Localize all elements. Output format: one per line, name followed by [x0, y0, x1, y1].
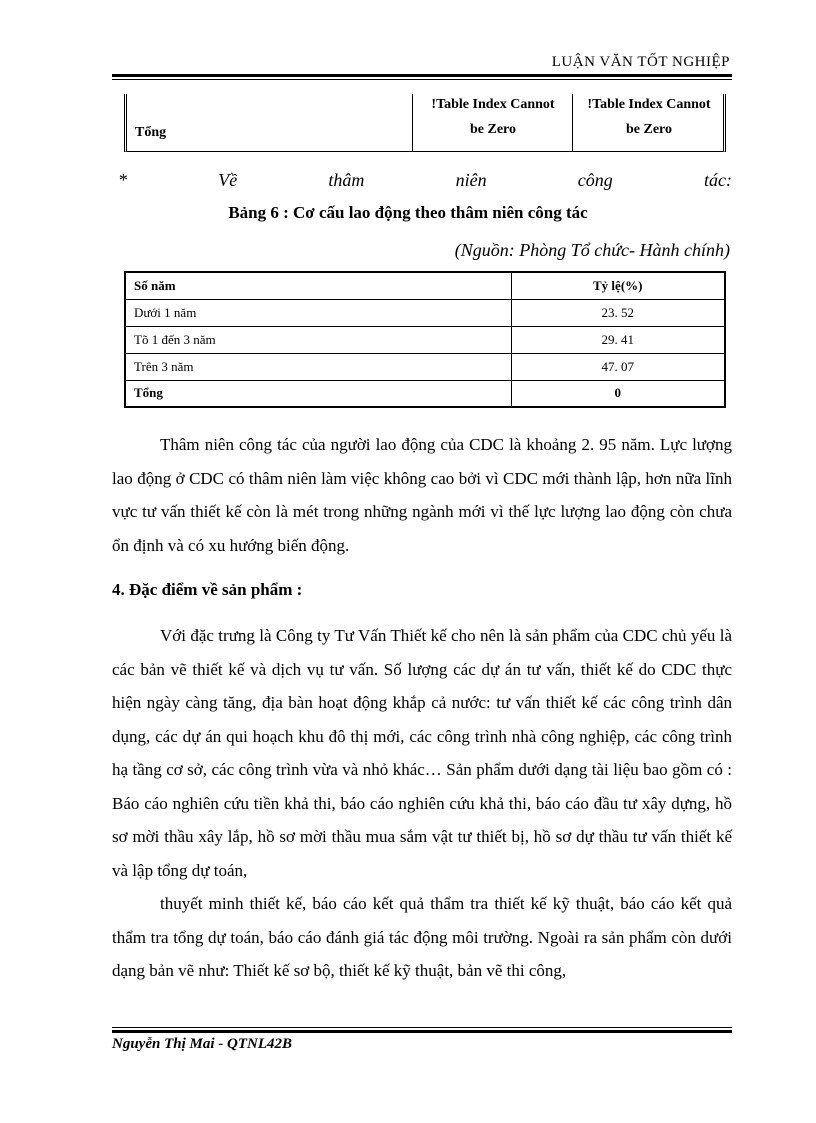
table-caption: Bảng 6 : Cơ cấu lao động theo thâm niên công tác — [228, 203, 588, 222]
total-value-2-line-2: be Zero — [625, 122, 672, 137]
row-ratio: 47. 07 — [511, 353, 725, 380]
total-value-cell-2 — [572, 94, 725, 151]
row-ratio: 23. 52 — [511, 299, 725, 326]
total-value-1-line-2: be Zero — [469, 122, 516, 137]
table-row — [125, 353, 725, 380]
header-rule-thin — [112, 79, 732, 80]
footer-rule-thin — [112, 1027, 732, 1028]
page-header-title: LUẬN VĂN TỐT NGHIỆP — [551, 54, 730, 70]
paragraph-text: thuyết minh thiết kế, báo cáo kết quả thẩm tra thiết kế kỹ thuật, báo cáo kết quả thẩm tra tổng dự toán, báo cáo đánh giá tác động môi trường. Ngoài ra sản phẩm còn dưới dạng bản vẽ như: Thiết kế sơ bộ, thiết kế kỹ thuật, bản vẽ thi công, — [112, 894, 732, 980]
seniority-paragraph — [112, 428, 732, 562]
paragraph-text: Thâm niên công tác của người lao động của CDC là khoảng 2. 95 năm. Lực lượng lao động ở CDC có thâm niên làm việc không cao bởi vì CDC mới thành lập, hơn nữa lĩnh vực tư vấn thiết kế còn là mét trong những ngành mới vì thế lực lượng lao động còn chưa ổn định và có xu hướng biến động. — [112, 435, 732, 555]
row-years: Tõ 1 đến 3 năm — [125, 326, 511, 353]
table-row — [125, 326, 725, 353]
footer-author: Nguyễn Thị Mai - QTNL42B — [112, 1036, 292, 1052]
header-ratio: Tỷ lệ(%) — [511, 272, 725, 299]
total-value-2-line-1: !Table Index Cannot — [587, 97, 711, 112]
previous-table-total-row — [124, 94, 726, 152]
total-value-1-line-1: !Table Index Cannot — [431, 97, 555, 112]
subheading-word: Về — [218, 170, 238, 190]
subheading-word: niên — [455, 170, 487, 190]
paragraph-text: Với đặc trưng là Công ty Tư Vấn Thiết kế cho nên là sản phẩm của CDC chủ yếu là các bản vẽ thiết kế và dịch vụ tư vấn. Số lượng các dự án tư vấn, thiết kế do CDC thực hiện ngày càng tăng, địa bàn hoạt động khắp cả nước: tư vấn thiết kế các công trình dân dụng, các dự án qui hoạch khu đô thị mới, các công trình nhà công nghiệp, các công trình hạ tầng cơ sở, các công trình vừa và nhỏ khác… Sản phẩm dưới dạng tài liệu bao gồm có : Báo cáo nghiên cứu tiền khả thi, báo cáo nghiên cứu khả thi, báo cáo đầu tư xây dựng, hồ sơ mời thầu xây lắp, hồ sơ mời thầu mua sắm vật tư thiết bị, hồ sơ dự thầu tư vấn thiết kế và lập tổng dự toán, — [112, 626, 732, 880]
table-header-row — [125, 272, 725, 299]
subheading-word: công — [577, 170, 613, 190]
subheading-word: thâm — [328, 170, 365, 190]
subheading-word: tác: — [704, 170, 732, 190]
section-heading: 4. Đặc điểm về sản phẩm : — [112, 580, 303, 599]
total-value-cell-1 — [412, 94, 573, 151]
table-row — [125, 299, 725, 326]
seniority-subheading — [118, 170, 732, 191]
subheading-word: * — [118, 170, 127, 190]
row-years: Dưới 1 năm — [125, 299, 511, 326]
total-label: Tổng — [125, 380, 511, 407]
footer-rule-thick — [112, 1030, 732, 1033]
row-ratio: 29. 41 — [511, 326, 725, 353]
header-years: Số năm — [125, 272, 511, 299]
total-label-cell — [135, 94, 417, 151]
product-paragraphs — [112, 619, 732, 988]
table-total-row — [125, 380, 725, 407]
row-years: Trên 3 năm — [125, 353, 511, 380]
total-label: Tổng — [135, 125, 167, 140]
seniority-table — [124, 271, 726, 408]
header-rule-thick — [112, 74, 732, 77]
total-value: 0 — [511, 380, 725, 407]
table-source-note: (Nguồn: Phòng Tổ chức- Hành chính) — [454, 240, 730, 260]
